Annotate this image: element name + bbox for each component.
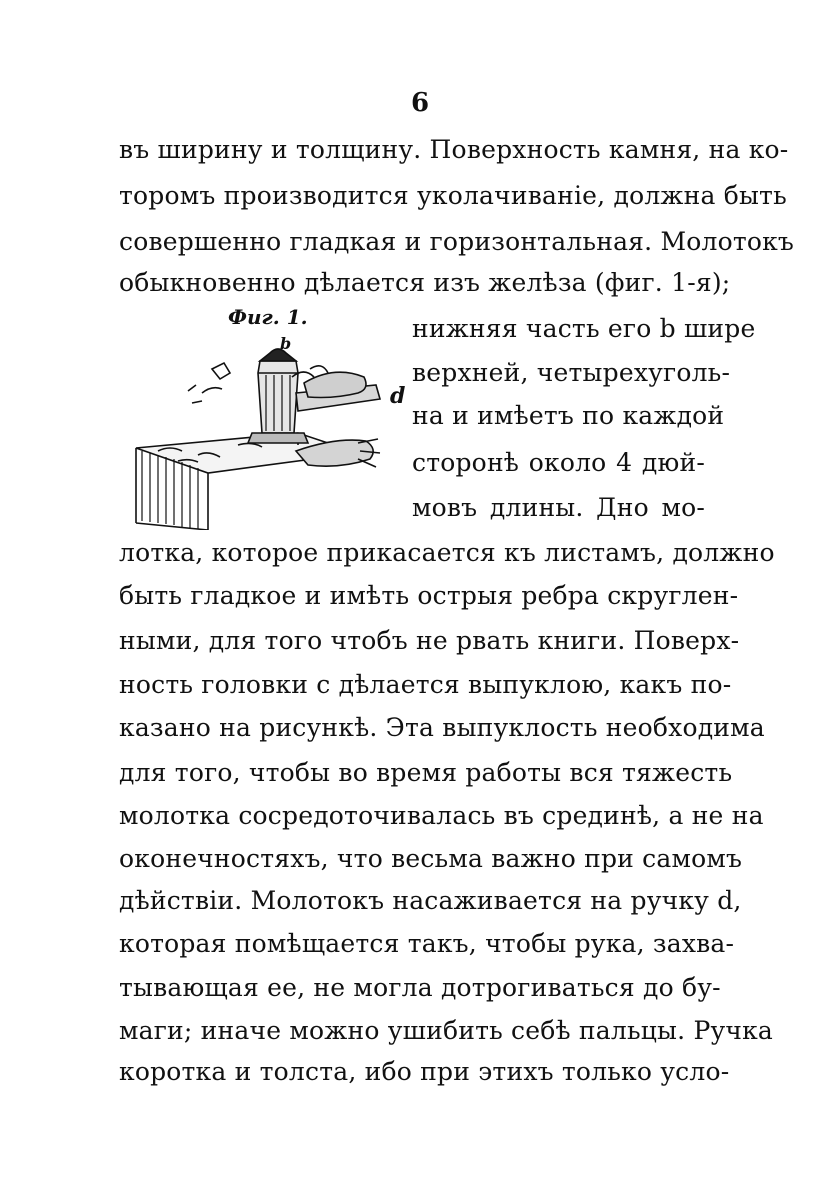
text-line: обыкновенно дѣлается изъ желѣза (фиг. 1-я); xyxy=(119,268,731,297)
text-line: мовъ длины. Дно мо- xyxy=(412,493,705,522)
figure-caption: Фиг. 1. xyxy=(228,305,308,329)
text-line: ными, для того чтобъ не рвать книги. Поверх- xyxy=(119,626,740,655)
text-line: нижняя часть его b шире xyxy=(412,314,756,343)
text-line: лотка, которое прикасается къ листамъ, должно xyxy=(119,538,775,567)
text-line: ность головки c дѣлается выпуклою, какъ по- xyxy=(119,670,732,699)
page-number: 6 xyxy=(410,88,430,118)
text-line: дѣйствіи. Молотокъ насаживается на ручку d, xyxy=(119,886,742,915)
text-line: на и имѣетъ по каждой xyxy=(412,401,725,430)
text-line: для того, чтобы во время работы вся тяжесть xyxy=(119,758,733,787)
text-line: сторонѣ около 4 дюй- xyxy=(412,448,705,477)
figure-hammer-illustration xyxy=(128,305,408,530)
text-line: молотка сосредоточивалась въ срединѣ, а не на xyxy=(119,801,764,830)
text-line: торомъ производится уколачиваніе, должна быть xyxy=(119,181,787,210)
text-line: казано на рисункѣ. Эта выпуклость необходима xyxy=(119,713,765,742)
text-line: оконечностяхъ, что весьма важно при самомъ xyxy=(119,844,743,873)
text-line: совершенно гладкая и горизонтальная. Молотокъ xyxy=(119,227,795,256)
text-line: быть гладкое и имѣть острыя ребра скруглен- xyxy=(119,581,739,610)
text-line: тывающая ее, не могла дотрогиваться до бу- xyxy=(119,973,721,1002)
text-line: верхней, четырехуголь- xyxy=(412,358,731,387)
text-line: коротка и толста, ибо при этихъ только усло- xyxy=(119,1057,730,1086)
text-line: которая помѣщается такъ, чтобы рука, захва- xyxy=(119,929,735,958)
figure-label-b: b xyxy=(280,334,292,353)
figure-label-d: d xyxy=(390,383,406,409)
hammer-engraving-image xyxy=(128,333,408,530)
text-line: въ ширину и толщину. Поверхность камня, на ко- xyxy=(119,135,789,164)
text-line: маги; иначе можно ушибить себѣ пальцы. Ручка xyxy=(119,1016,774,1045)
